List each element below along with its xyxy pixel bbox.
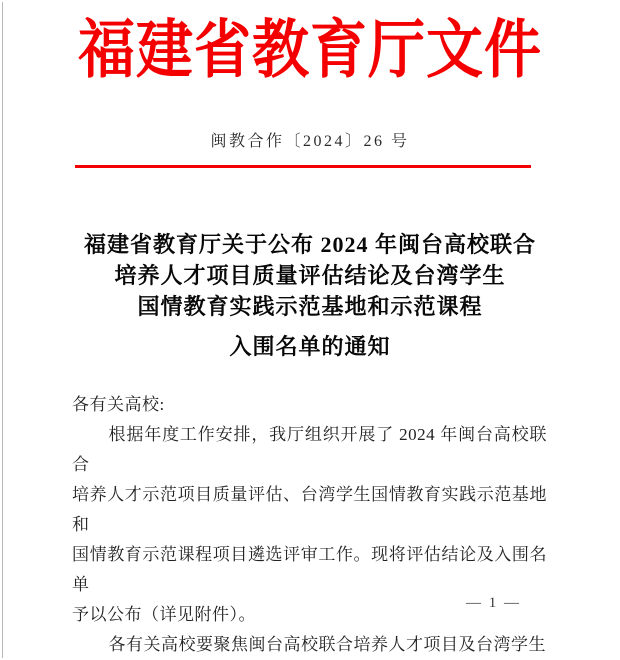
- document-title-line-3: 国情教育实践示范基地和示范课程: [137, 294, 483, 319]
- document-title-line-4: 入围名单的通知: [229, 334, 391, 359]
- paragraph-1-line-4: 予以公布（详见附件）。: [72, 605, 256, 624]
- paragraph-1-line-2: 培养人才示范项目质量评估、台湾学生国情教育实践示范基地和: [72, 485, 547, 534]
- document-title-line-1: 福建省教育厅关于公布 2024 年闽台高校联合: [83, 232, 536, 257]
- document-title-line-2: 培养人才项目质量评估结论及台湾学生: [114, 263, 506, 288]
- letterhead-title: 福建省教育厅文件: [78, 15, 542, 86]
- paragraph-1-line-3: 国情教育示范课程项目遴选评审工作。现将评估结论及入围名单: [72, 545, 547, 594]
- document-body: [72, 390, 547, 660]
- document-title: [0, 229, 620, 362]
- page-number: — 1 —: [466, 595, 521, 611]
- paragraph-1-line-1: 根据年度工作安排，我厅组织开展了 2024 年闽台高校联合: [72, 425, 547, 474]
- red-divider-rule: [75, 165, 531, 168]
- paragraph-2-line-1: 各有关高校要聚焦闽台高校联合培养人才项目及台湾学生: [108, 635, 547, 654]
- document-number: 闽教合作〔2024〕26 号: [210, 133, 410, 150]
- salutation: 各有关高校:: [72, 395, 165, 414]
